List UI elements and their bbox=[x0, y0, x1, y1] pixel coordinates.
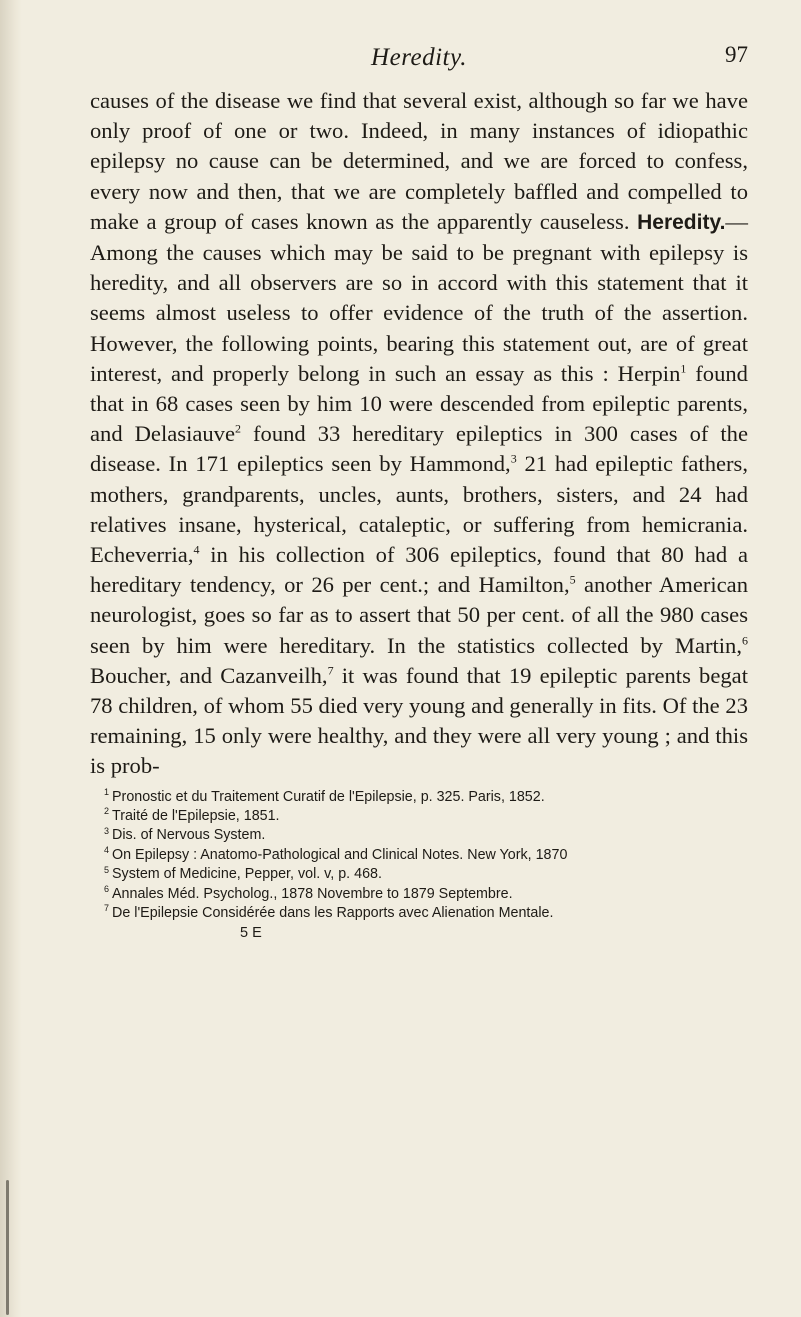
footnote-ref-4: 4 bbox=[193, 542, 200, 557]
paragraph-1-text: causes of the disease we find that several exist, although so far we have only proof of one or two. Indeed, in many instances of idiopathic epilepsy no cause can be determined, and we are forced to confess, every now and then, that we are completely baffled and compelled to make a group of cases known as the apparently causeless. bbox=[90, 88, 748, 234]
footnote-text: On Epilepsy : Anatomo-Pathological and Clinical Notes. New York, 1870 bbox=[112, 846, 568, 863]
footnote-text: Pronostic et du Traitement Curatif de l'Epilepsie, p. 325. Paris, 1852. bbox=[112, 788, 545, 805]
footnote bbox=[90, 846, 748, 865]
footnote-ref-2: 2 bbox=[235, 421, 241, 436]
footnote-text: Traité de l'Epilepsie, 1851. bbox=[112, 808, 280, 825]
footnote-text: Annales Méd. Psycholog., 1878 Novembre to 1879 Septembre. bbox=[112, 885, 513, 902]
footnote bbox=[90, 807, 748, 826]
running-title: Heredity. bbox=[371, 44, 467, 71]
page-gutter-shadow bbox=[0, 0, 22, 1317]
footnotes bbox=[90, 788, 748, 943]
footnote bbox=[90, 885, 748, 904]
footnote-number: 1 bbox=[104, 786, 110, 797]
footnote-ref-1: 1 bbox=[680, 361, 687, 376]
signature-mark: 5 E bbox=[240, 924, 262, 941]
page-number: 97 bbox=[725, 42, 748, 67]
footnote-ref-5: 5 bbox=[569, 572, 576, 587]
footnote-number: 2 bbox=[104, 806, 110, 817]
paragraph-2-text-f: another American neurologist, goes so far as to assert that 50 per cent. of all the 980 cases seen by him were hereditary. In the statistics collected by Martin, bbox=[90, 572, 749, 658]
paragraph-2-text-e: in his collection of 306 epileptics, found that 80 had a hereditary tendency, or 26 per cent.; and Hamilton, bbox=[90, 542, 748, 598]
footnote bbox=[90, 788, 748, 807]
footnote-number: 3 bbox=[104, 825, 110, 836]
footnote bbox=[90, 826, 748, 845]
footnote-text: De l'Epilepsie Considérée dans les Rapports avec Alienation Mentale. bbox=[112, 905, 554, 922]
paragraph-2-text-c: found 33 hereditary epileptics in 300 cases of the disease. In 171 epileptics seen by Hammond, bbox=[90, 421, 749, 477]
footnote-number: 7 bbox=[104, 903, 110, 914]
paragraph-2-text-b: found that in 68 cases seen by him 10 were descended from epileptic parents, and Delasiauve bbox=[90, 360, 748, 447]
footnote-number: 5 bbox=[104, 864, 110, 875]
paragraph-2-text-d: 21 had epileptic fathers, mothers, grandparents, uncles, aunts, brothers, sisters, and 24 had relatives insane, hysterical, cataleptic, or suffering from hemicrania. Echeverria, bbox=[90, 451, 748, 568]
footnote bbox=[90, 865, 748, 884]
footnote-ref-7: 7 bbox=[327, 663, 334, 678]
footnote-text: System of Medicine, Pepper, vol. v, p. 468. bbox=[112, 866, 382, 883]
running-head bbox=[90, 42, 748, 86]
book-page bbox=[90, 42, 748, 943]
section-heading-heredity: Heredity. bbox=[637, 210, 726, 234]
body-paragraph bbox=[90, 86, 748, 782]
footnote-number: 6 bbox=[104, 883, 110, 894]
footnote-number: 4 bbox=[104, 845, 110, 856]
footnote-text: Dis. of Nervous System. bbox=[112, 827, 266, 844]
binding-edge-mark bbox=[6, 1180, 9, 1315]
paragraph-2-text-a: —Among the causes which may be said to be pregnant with epilepsy is heredity, and all observers are so in accord with this statement that it seems almost useless to offer evidence of the truth of the assertion. However, the following points, bearing this statement out, are of great interest, and properly belong in such an essay as this : Herpin bbox=[90, 208, 748, 386]
footnote bbox=[90, 904, 748, 923]
footnote-ref-6: 6 bbox=[742, 633, 748, 648]
paragraph-2-text-g: Boucher, and Cazanveilh, bbox=[90, 662, 328, 688]
paragraph-2-text-h: it was found that 19 epileptic parents begat 78 children, of whom 55 died very young and generally in fits. Of the 23 remaining, 15 only were healthy, and they were all very young ; and this is prob- bbox=[90, 662, 748, 779]
footnote-ref-3: 3 bbox=[510, 451, 517, 466]
